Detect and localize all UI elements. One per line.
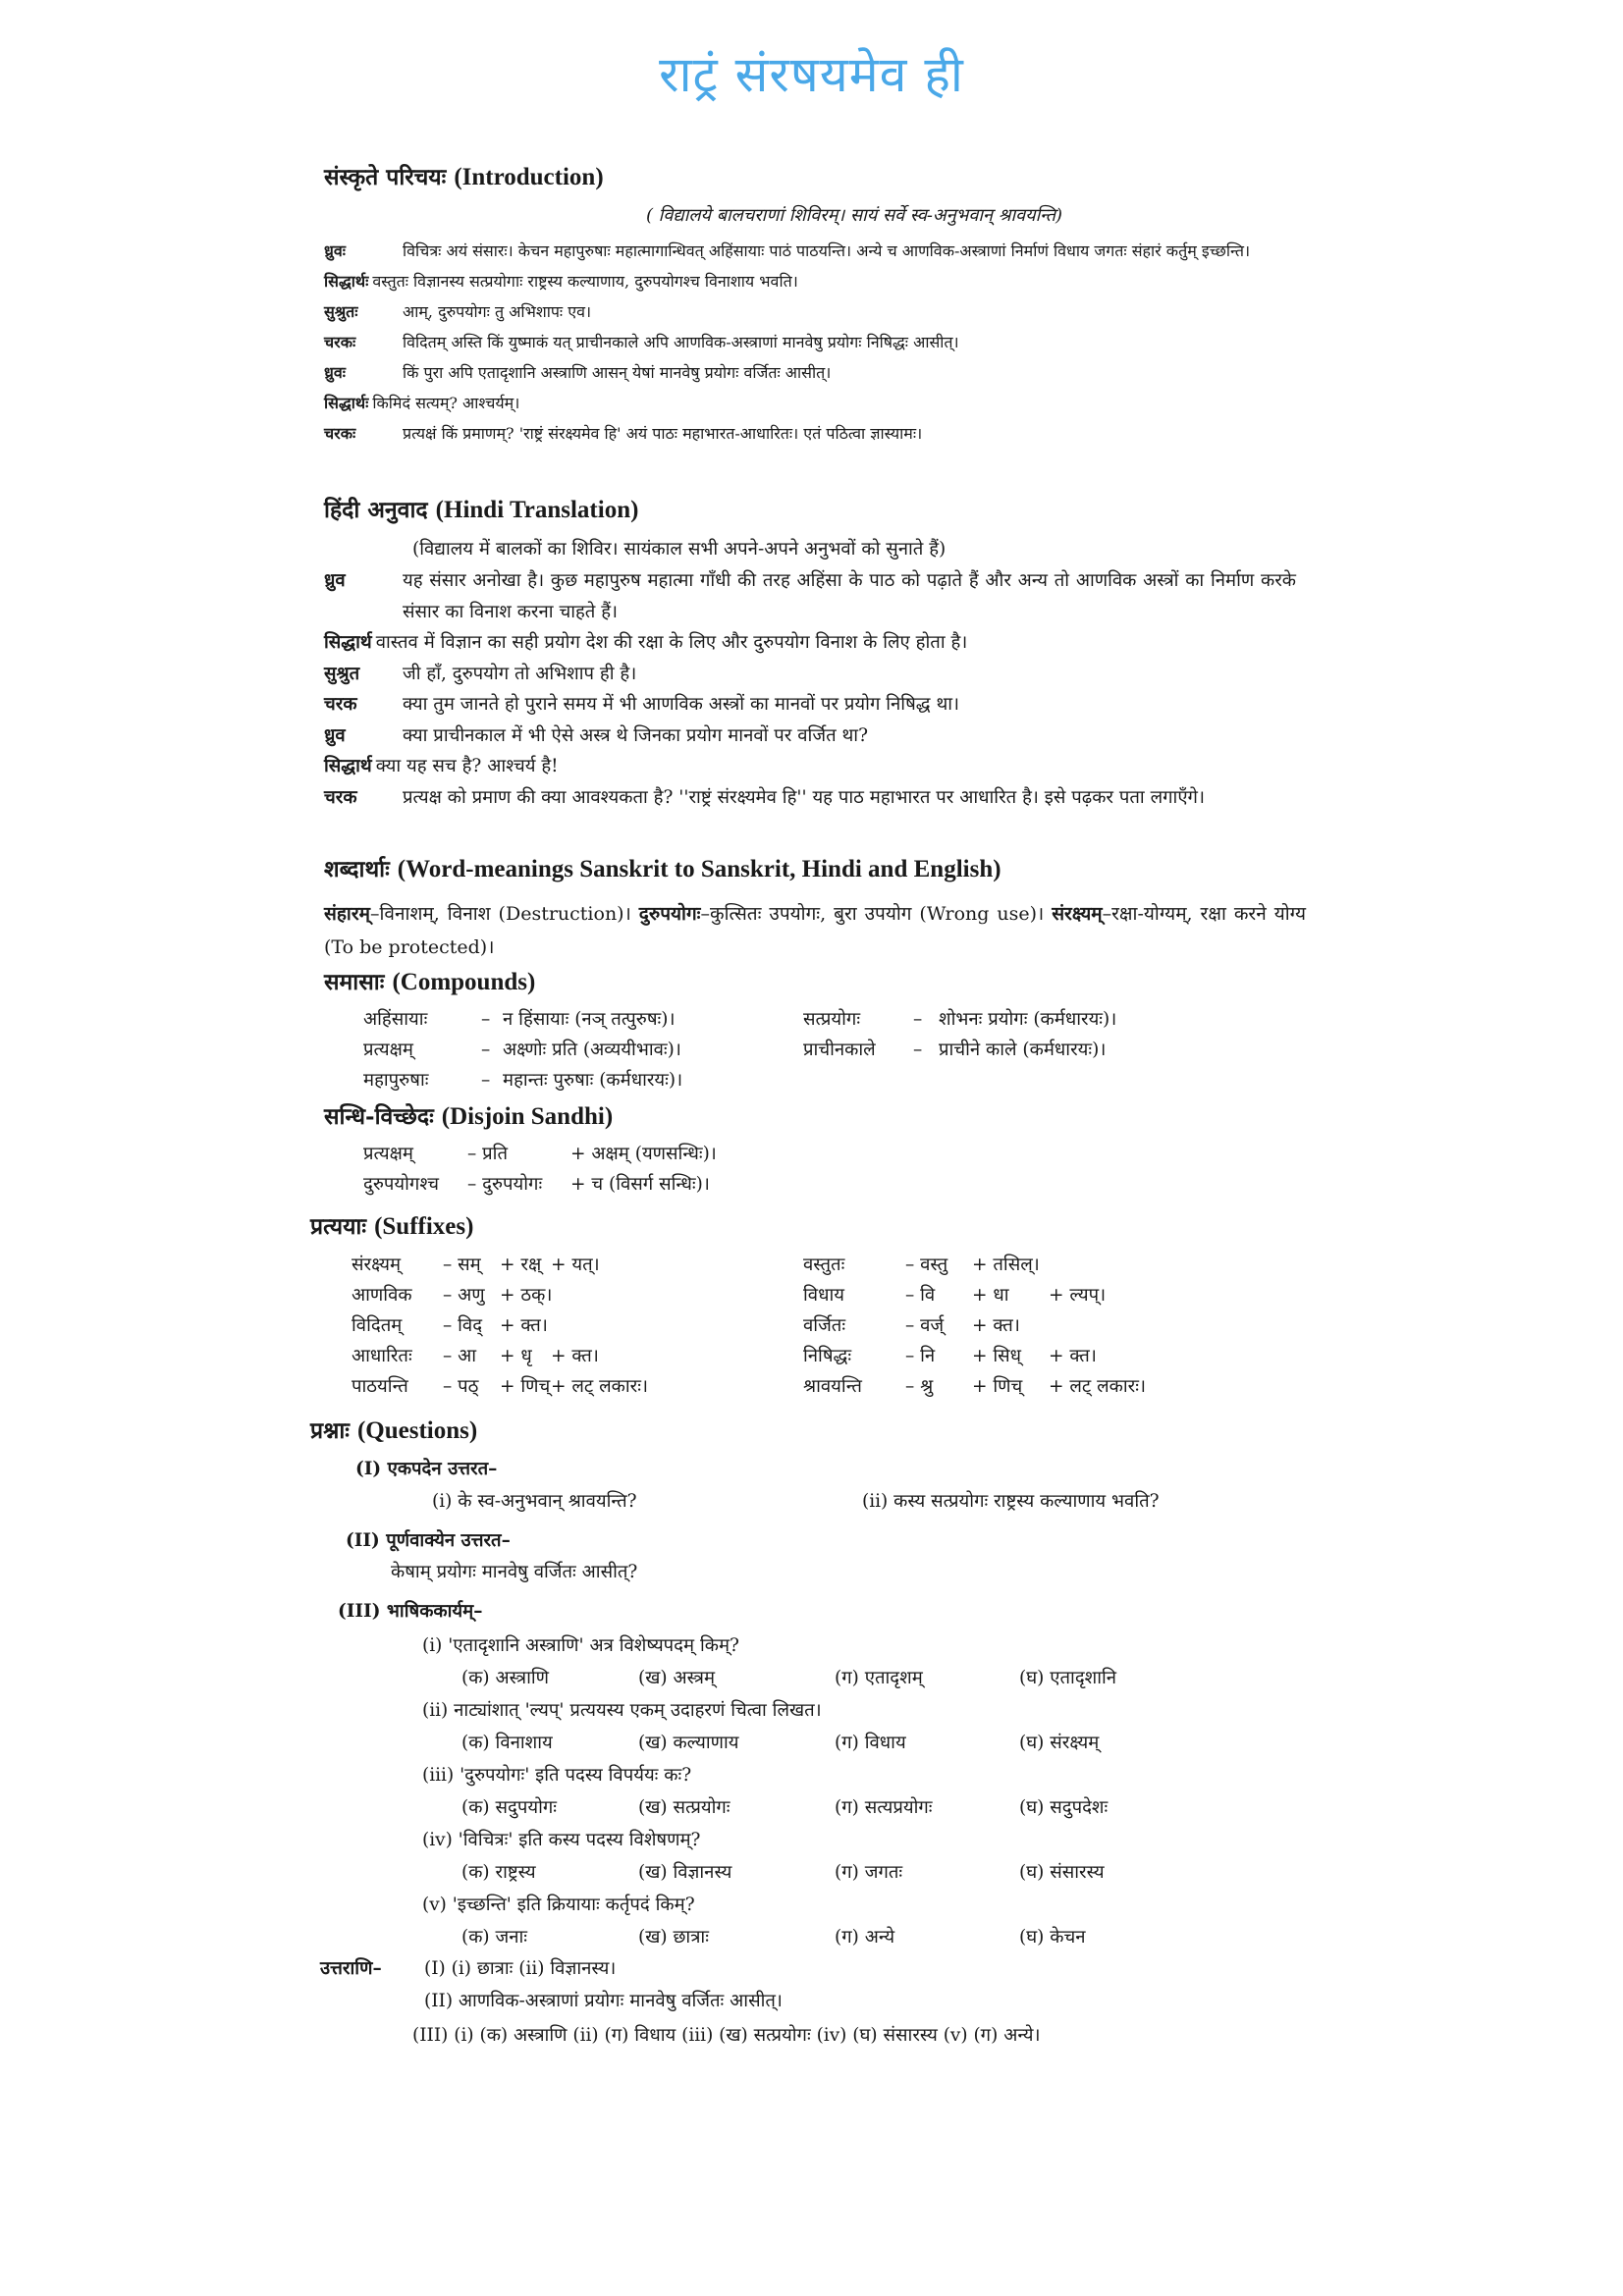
mcq-question: (iv) 'विचित्रः' इति कस्य पदस्य विशेषणम्? (422, 1830, 701, 1850)
suffix-part: + रक्ष् (500, 1255, 542, 1275)
hindi-stage-direction: (विद्यालय में बालकों का शिविर। सायंकाल सभी अपने-अपने अनुभवों को सुनाते हैं) (412, 539, 947, 560)
sandhi-word: दुरुपयोगश्च (363, 1174, 439, 1195)
suffix-row (352, 1341, 648, 1371)
mcq-option[interactable]: (ग) अन्ये (835, 1927, 895, 1948)
mcq-option[interactable]: (घ) केचन (1019, 1927, 1086, 1948)
suffixes-heading-sa: प्रत्ययाः (310, 1213, 367, 1240)
suffix-part: + णिच् (500, 1376, 551, 1397)
mcq-option[interactable]: (क) अस्त्राणि (461, 1668, 550, 1688)
suffix-root: – श्रु (905, 1376, 934, 1397)
mcq-options (422, 1727, 1116, 1759)
mcq-question: (iii) 'दुरुपयोगः' इति पदस्य विपर्ययः कः? (422, 1765, 692, 1786)
wordmeanings-heading-en: (Word-meanings Sanskrit to Sanskrit, Hindi and English) (397, 856, 1001, 882)
speaker: सुश्रुतः (324, 302, 358, 321)
suffix-row (352, 1250, 648, 1280)
suffix-part: + धा (972, 1285, 1009, 1306)
questions-heading-sa: प्रश्नाः (310, 1417, 350, 1444)
separator: – (481, 1070, 491, 1091)
suffix-part: + धृ (500, 1346, 532, 1366)
speaker: चरकः (324, 333, 356, 351)
wordmeaning-meaning: –रक्षा-योग्यम्, रक्षा करने योग्य (To be protected)। (324, 903, 1306, 958)
dialogue-text: प्रत्यक्ष को प्रमाण की क्या आवश्यकता है? ''राष्ट्रं संरक्ष्यमेव हि'' यह पाठ महाभारत पर आधारित है। इसे पढ़कर पता लगाएँगे। (403, 786, 1205, 808)
suffixes-left (352, 1250, 648, 1402)
mcq-question: (ii) नाट्यांशात् 'ल्यप्' प्रत्ययस्य एकम् उदाहरणं चित्वा लिखत। (422, 1700, 822, 1721)
sandhi-heading-sa: सन्धि-विच्छेदः (324, 1103, 434, 1130)
suffix-part: + णिच् (972, 1376, 1023, 1397)
dialogue-line (324, 627, 1296, 659)
speaker: ध्रुव (324, 570, 346, 591)
dialogue-text: विदितम् अस्ति किं युष्माकं यत् प्राचीनकाले अपि आणविक-अस्त्राणां मानवेषु प्रयोगः निषिद्धः आसीत्। (403, 333, 959, 351)
compound-word: सत्प्रयोगः (803, 1009, 861, 1030)
compounds-heading-sa: समासाः (324, 969, 385, 995)
mcq-option[interactable]: (ग) एतादृशम् (835, 1668, 923, 1688)
speaker: चरकः (324, 424, 356, 443)
questions-heading (310, 1414, 1292, 1445)
dialogue-text: प्रत्यक्षं किं प्रमाणम्? 'राष्ट्रं संरक्ष्यमेव हि' अयं पाठः महाभारत-आधारितः। एतं पठित्वा ज्ञास्यामः। (403, 424, 923, 443)
compound-explanation: महान्तः पुरुषाः (कर्मधारयः)। (503, 1070, 683, 1091)
dialogue-text: किमिदं सत्यम्? आश्चर्यम्। (372, 394, 520, 412)
compounds-section (324, 965, 1306, 996)
mcq-option[interactable]: (क) सदुपयोगः (461, 1797, 558, 1818)
dialogue-line (324, 659, 1296, 690)
suffix-affix: + लट् लकारः। (1049, 1376, 1146, 1397)
suffix-word: निषिद्धः (803, 1346, 852, 1366)
intro-section (324, 160, 1296, 227)
page-title: राट्रं संरषयमेव ही (659, 46, 964, 103)
compound-explanation: अक्ष्णोः प्रति (अव्ययीभावः)। (503, 1040, 681, 1060)
questions-heading-en: (Questions) (356, 1417, 478, 1444)
mcq-option[interactable]: (घ) सदुपदेशः (1019, 1797, 1109, 1818)
dialogue-line (324, 751, 1296, 782)
wordmeanings-section (324, 852, 1306, 964)
dialogue-text: क्या यह सच है? आश्चर्य है! (375, 756, 559, 776)
mcq-option[interactable]: (ख) कल्याणाय (638, 1733, 739, 1753)
suffix-root: – वर्ज् (905, 1315, 945, 1336)
mcq-option[interactable]: (ख) विज्ञानस्य (638, 1862, 732, 1883)
suffix-word: वर्जितः (803, 1315, 846, 1336)
compounds-left (363, 1004, 682, 1095)
suffix-row (803, 1371, 1146, 1402)
suffix-root: – अणु (443, 1285, 485, 1306)
dialogue-line (324, 357, 1296, 388)
suffix-word: आधारितः (352, 1346, 412, 1366)
dialogue-text: विचित्रः अयं संसारः। केचन महापुरुषाः महात्मागान्धिवत् अहिंसायाः पाठं पाठयन्ति। अन्ये च आणविक-अस्त्राणां निर्माणं विधाय जगतः संहारं कर्तुम् इच्छन्ति। (403, 241, 1251, 260)
suffix-affix: + क्त। (551, 1346, 599, 1366)
dialogue-text: वस्तुतः विज्ञानस्य सत्प्रयोगाः राष्ट्रस्य कल्याणाय, दुरुपयोगश्च विनाशाय भवति। (372, 272, 798, 291)
mcq-option[interactable]: (घ) संसारस्य (1019, 1862, 1105, 1883)
sandhi-list (363, 1139, 717, 1200)
dialogue-line (324, 689, 1296, 721)
mcq-option[interactable]: (ग) विधाय (835, 1733, 906, 1753)
suffix-root: – पठ् (443, 1376, 479, 1397)
mcq-option[interactable]: (क) विनाशाय (461, 1733, 553, 1753)
compound-word: प्राचीनकाले (803, 1040, 876, 1060)
hindi-heading (324, 493, 1296, 524)
wordmeaning-meaning: –कुत्सितः उपयोगः, बुरा उपयोग (Wrong use)। (700, 903, 1045, 925)
compounds-heading (324, 965, 1306, 996)
wordmeaning-word: संहारम् (324, 903, 370, 925)
mcq-options (422, 1856, 1116, 1889)
dialogue-text: किं पुरा अपि एतादृशानि अस्त्राणि आसन् येषां मानवेषु प्रयोगः वर्जितः आसीत्। (403, 363, 832, 382)
suffix-word: पाठयन्ति (352, 1376, 408, 1397)
intro-heading-sa: संस्कृते परिचयः (324, 164, 447, 190)
compound-explanation: प्राचीने काले (कर्मधारयः)। (939, 1040, 1107, 1060)
compound-row (803, 1004, 1116, 1035)
compound-explanation: न हिंसायाः (नञ् तत्पुरुषः)। (503, 1009, 676, 1030)
suffixes-heading (310, 1209, 1292, 1241)
suffix-row (352, 1371, 648, 1402)
dialogue-line (324, 782, 1296, 814)
speaker: सिद्धार्थ (324, 632, 372, 653)
compound-row (363, 1065, 682, 1095)
compound-row (363, 1035, 682, 1065)
mcq-options (422, 1921, 1116, 1953)
compounds-right (803, 1004, 1116, 1065)
intro-stage-direction: ( विद्यालये बालचराणां शिविरम्। सायं सर्वे स्व-अनुभवान् श्रावयन्ति) (645, 205, 1063, 226)
suffix-affix: + ल्यप्। (1049, 1285, 1107, 1306)
mcq-options (422, 1662, 1116, 1694)
answers-label: उत्तराणि– (320, 1958, 382, 1979)
sandhi-part-a: – दुरुपयोगः (467, 1174, 543, 1195)
suffix-affix: + यत्। (551, 1255, 600, 1275)
dialogue-line (324, 296, 1296, 327)
dialogue-text: आम्, दुरुपयोगः तु अभिशापः एव। (403, 302, 592, 321)
hindi-section (324, 493, 1296, 561)
mcq-option[interactable]: (ग) जगतः (835, 1862, 903, 1883)
compound-word: महापुरुषाः (363, 1070, 429, 1091)
suffix-row (352, 1310, 648, 1341)
dialogue-text: क्या तुम जानते हो पुराने समय में भी आणविक अस्त्रों का मानवों पर प्रयोग निषिद्ध था। (403, 694, 960, 715)
speaker: ध्रुवः (324, 363, 346, 382)
suffix-affix: + क्त। (1049, 1346, 1097, 1366)
dialogue-text: क्या प्राचीनकाल में भी ऐसे अस्त्र थे जिनका प्रयोग मानवों पर वर्जित था? (403, 724, 869, 746)
suffix-part: + तसिल्। (972, 1255, 1040, 1275)
suffix-row (803, 1280, 1146, 1310)
suffix-root: – आ (443, 1346, 477, 1366)
suffix-root: – नि (905, 1346, 936, 1366)
dialogue-line (324, 418, 1296, 449)
suffix-word: विदितम् (352, 1315, 403, 1336)
suffix-root: – सम् (443, 1255, 481, 1275)
dialogue-line (324, 388, 1296, 418)
sandhi-row (363, 1139, 717, 1169)
suffix-word: विधाय (803, 1285, 844, 1306)
q3-list (422, 1629, 1116, 1953)
sandhi-part-a: – प्रति (467, 1144, 508, 1164)
q2-label: (II) पूर्णवाक्येन उत्तरत– (346, 1530, 511, 1551)
mcq-option[interactable]: (ख) सत्प्रयोगः (638, 1797, 730, 1818)
mcq-option[interactable]: (क) राष्ट्रस्य (461, 1862, 536, 1883)
speaker: चरक (324, 786, 357, 808)
separator: – (481, 1040, 491, 1060)
suffix-row (803, 1341, 1146, 1371)
suffix-affix: + लट् लकारः। (551, 1376, 648, 1397)
speaker: ध्रुवः (324, 241, 346, 260)
suffix-row (352, 1280, 648, 1310)
dialogue-line (324, 565, 1296, 627)
suffix-part: + क्त। (972, 1315, 1020, 1336)
wordmeanings-heading (324, 852, 1306, 883)
speaker: सुश्रुत (324, 663, 360, 684)
speaker: सिद्धार्थः (324, 394, 369, 412)
sandhi-heading-en: (Disjoin Sandhi) (441, 1103, 614, 1130)
suffix-row (803, 1310, 1146, 1341)
mcq-option[interactable]: (घ) संरक्ष्यम् (1019, 1733, 1100, 1753)
sandhi-word: प्रत्यक्षम् (363, 1144, 413, 1164)
suffix-word: वस्तुतः (803, 1255, 845, 1275)
dialogue-text: वास्तव में विज्ञान का सही प्रयोग देश की रक्षा के लिए और दुरुपयोग विनाश के लिए होता है। (375, 632, 968, 653)
wordmeaning-word: संरक्ष्यम् (1052, 903, 1103, 925)
speaker: सिद्धार्थ (324, 756, 372, 776)
q2-item: केषाम् प्रयोगः मानवेषु वर्जितः आसीत्? (391, 1562, 638, 1582)
suffix-row (803, 1250, 1146, 1280)
answer-line: (I) (i) छात्राः (ii) विज्ञानस्य। (424, 1958, 617, 1979)
dialogue-text: यह संसार अनोखा है। कुछ महापुरुष महात्मा गाँधी की तरह अहिंसा के पाठ को पढ़ाते हैं और अन्य तो आणविक अस्त्रों का निर्माण करके संसार का विनाश करना चाहते हैं। (403, 570, 1296, 622)
mcq-option[interactable]: (ग) सत्यप्रयोगः (835, 1797, 933, 1818)
suffix-root: – वस्तु (905, 1255, 948, 1275)
suffix-root: – वि (905, 1285, 936, 1306)
hindi-dialogue (324, 565, 1296, 813)
sandhi-row (363, 1169, 717, 1200)
suffix-root: – विद् (443, 1315, 483, 1336)
intro-heading (324, 160, 1296, 191)
mcq-option[interactable]: (ख) छात्राः (638, 1927, 709, 1948)
compound-row (803, 1035, 1116, 1065)
hindi-heading-en: (Hindi Translation) (435, 497, 639, 523)
dialogue-line (324, 266, 1296, 296)
mcq-options (422, 1791, 1116, 1824)
answer-line: (II) आणविक-अस्त्राणां प्रयोगः मानवेषु वर्जितः आसीत्। (424, 1991, 783, 2011)
suffix-part: + सिध् (972, 1346, 1022, 1366)
q1-label: (I) एकपदेन उत्तरत– (355, 1459, 498, 1479)
wordmeaning-word: दुरुपयोगः (638, 903, 701, 925)
separator: – (913, 1009, 923, 1030)
mcq-question: (i) 'एतादृशानि अस्त्राणि' अत्र विशेष्यपदम् किम्? (422, 1635, 739, 1656)
compound-explanation: शोभनः प्रयोगः (कर्मधारयः)। (939, 1009, 1117, 1030)
compound-word: अहिंसायाः (363, 1009, 428, 1030)
mcq-option[interactable]: (क) जनाः (461, 1927, 528, 1948)
suffix-part: + ठक्। (500, 1285, 553, 1306)
hindi-heading-hi: हिंदी अनुवाद (324, 497, 428, 523)
speaker: ध्रुव (324, 724, 346, 746)
sandhi-heading (324, 1099, 1306, 1131)
suffix-part: + क्त। (500, 1315, 548, 1336)
dialogue-text: जी हाँ, दुरुपयोग तो अभिशाप ही है। (403, 663, 637, 684)
sandhi-section (324, 1099, 1306, 1131)
dialogue-line (324, 721, 1296, 752)
suffix-word: आणविक (352, 1285, 412, 1306)
intro-dialogue (324, 236, 1296, 449)
mcq-question: (v) 'इच्छन्ति' इति क्रियायाः कर्तृपदं किम्? (422, 1895, 695, 1915)
wordmeaning-meaning: –विनाशम्, विनाश (Destruction)। (370, 903, 631, 925)
speaker: चरक (324, 694, 357, 715)
suffixes-heading-en: (Suffixes) (374, 1213, 474, 1240)
speaker: सिद्धार्थः (324, 272, 369, 291)
suffix-word: श्रावयन्ति (803, 1376, 862, 1397)
mcq-option[interactable]: (घ) एतादृशानि (1019, 1668, 1117, 1688)
answer-line: (III) (i) (क) अस्त्राणि (ii) (ग) विधाय (iii) (ख) सत्प्रयोगः (iv) (घ) संसारस्य (v) (ग) अन्ये। (412, 2025, 1041, 2046)
dialogue-line (324, 236, 1296, 266)
q1-item: (ii) कस्य सत्प्रयोगः राष्ट्रस्य कल्याणाय भवति? (862, 1491, 1160, 1512)
intro-heading-en: (Introduction) (454, 164, 604, 190)
sandhi-part-b: + अक्षम् (यणसन्धिः)। (570, 1144, 717, 1164)
wordmeanings-list (324, 897, 1306, 964)
questions-section (310, 1414, 1292, 1445)
suffix-word: संरक्ष्यम् (352, 1255, 402, 1275)
q3-label: (III) भाषिककार्यम्– (338, 1601, 483, 1622)
dialogue-line (324, 327, 1296, 357)
sandhi-part-b: + च (विसर्ग सन्धिः)। (570, 1174, 710, 1195)
suffixes-right (803, 1250, 1146, 1402)
wordmeanings-heading-sa: शब्दार्थाः (324, 856, 390, 882)
separator: – (481, 1009, 491, 1030)
mcq-option[interactable]: (ख) अस्त्रम् (638, 1668, 716, 1688)
q1-item: (i) के स्व-अनुभवान् श्रावयन्ति? (432, 1491, 637, 1512)
compound-row (363, 1004, 682, 1035)
compounds-heading-en: (Compounds) (392, 969, 536, 995)
compound-word: प्रत्यक्षम् (363, 1040, 413, 1060)
suffixes-section (310, 1209, 1292, 1241)
separator: – (913, 1040, 923, 1060)
